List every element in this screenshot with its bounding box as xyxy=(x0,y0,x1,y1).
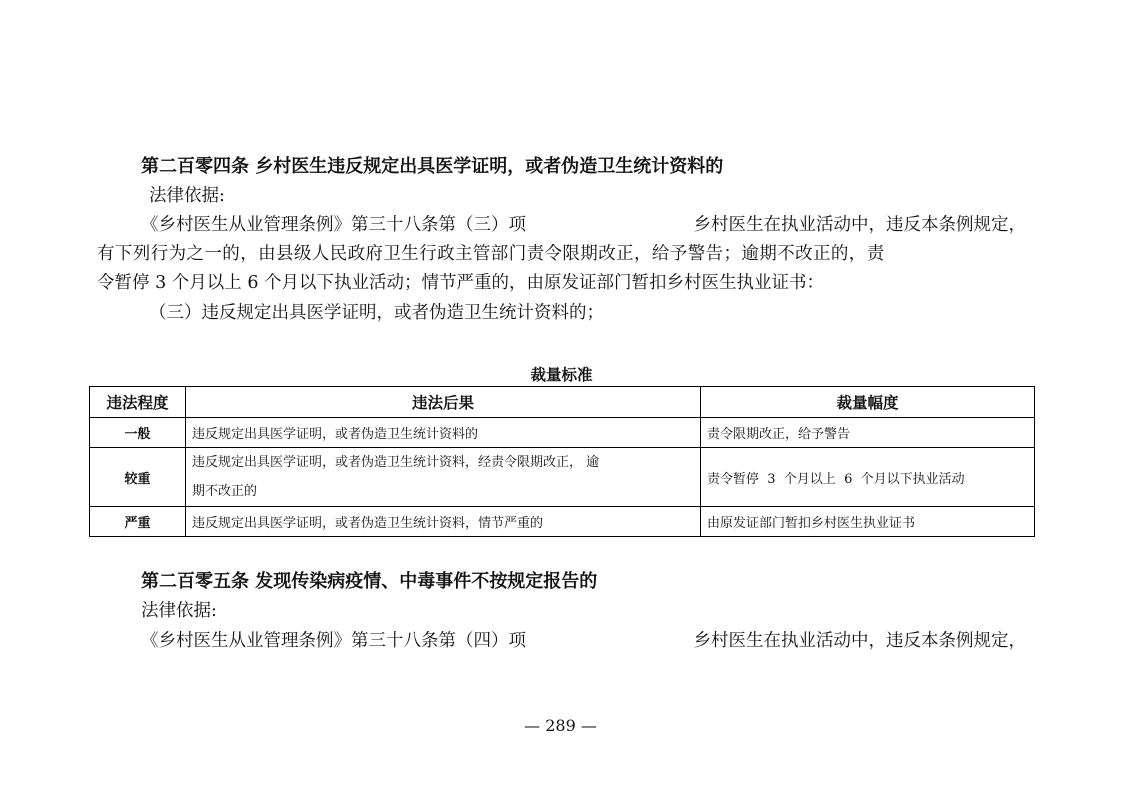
legal-basis-label: 法律依据: xyxy=(149,186,225,206)
degree-cell: 较重 xyxy=(90,448,186,507)
table-row xyxy=(90,448,1035,507)
consequence-cell: 违反规定出具医学证明，或者伪造卫生统计资料的 xyxy=(186,418,701,448)
range-cell: 由原发证部门暂扣乡村医生执业证书 xyxy=(701,507,1035,537)
range-cell: 责令暂停 3 个月以上 6 个月以下执业活动 xyxy=(701,448,1035,507)
section-204-heading: 第二百零四条 乡村医生违反规定出具医学证明，或者伪造卫生统计资料的 xyxy=(141,156,724,177)
paragraph-line xyxy=(141,213,1026,237)
paragraph-line: 令暂停 3 个月以上 6 个月以下执业活动；情节严重的，由原发证部门暂扣乡村医生执业证书： xyxy=(97,273,825,293)
page-number: — 289 — xyxy=(524,716,597,735)
consequence-line: 期不改正的 xyxy=(192,484,258,499)
range-cell: 责令限期改正，给予警告 xyxy=(701,418,1035,448)
degree-cell: 一般 xyxy=(90,418,186,448)
column-header: 违法程度 xyxy=(90,387,186,418)
regulation-citation: 《乡村医生从业管理条例》第三十八条第（三）项 xyxy=(141,215,526,235)
consequence-line: 违反规定出具医学证明，或者伪造卫生统计资料，经责令限期改正， 逾 xyxy=(192,455,600,470)
column-header: 裁量幅度 xyxy=(701,387,1035,418)
section-205-heading: 第二百零五条 发现传染病疫情、中毒事件不按规定报告的 xyxy=(141,571,598,592)
consequence-cell xyxy=(186,448,701,507)
table-header-row xyxy=(90,387,1035,418)
discretion-table xyxy=(89,386,1035,537)
column-header: 违法后果 xyxy=(186,387,701,418)
table-row xyxy=(90,507,1035,537)
regulation-text: 乡村医生在执业活动中，违反本条例规定， xyxy=(693,631,1026,651)
consequence-cell: 违反规定出具医学证明，或者伪造卫生统计资料，情节严重的 xyxy=(186,507,701,537)
table-row xyxy=(90,418,1035,448)
degree-cell: 严重 xyxy=(90,507,186,537)
regulation-text: 乡村医生在执业活动中，违反本条例规定， xyxy=(693,215,1026,235)
table-title: 裁量标准 xyxy=(530,366,593,384)
regulation-citation: 《乡村医生从业管理条例》第三十八条第（四）项 xyxy=(141,631,526,651)
paragraph-line: 有下列行为之一的，由县级人民政府卫生行政主管部门责令限期改正，给予警告；逾期不改正的，责 xyxy=(97,244,885,264)
paragraph-line xyxy=(141,629,1026,653)
clause-three: （三）违反规定出具医学证明，或者伪造卫生统计资料的； xyxy=(149,303,604,323)
legal-basis-label: 法律依据: xyxy=(141,601,217,621)
